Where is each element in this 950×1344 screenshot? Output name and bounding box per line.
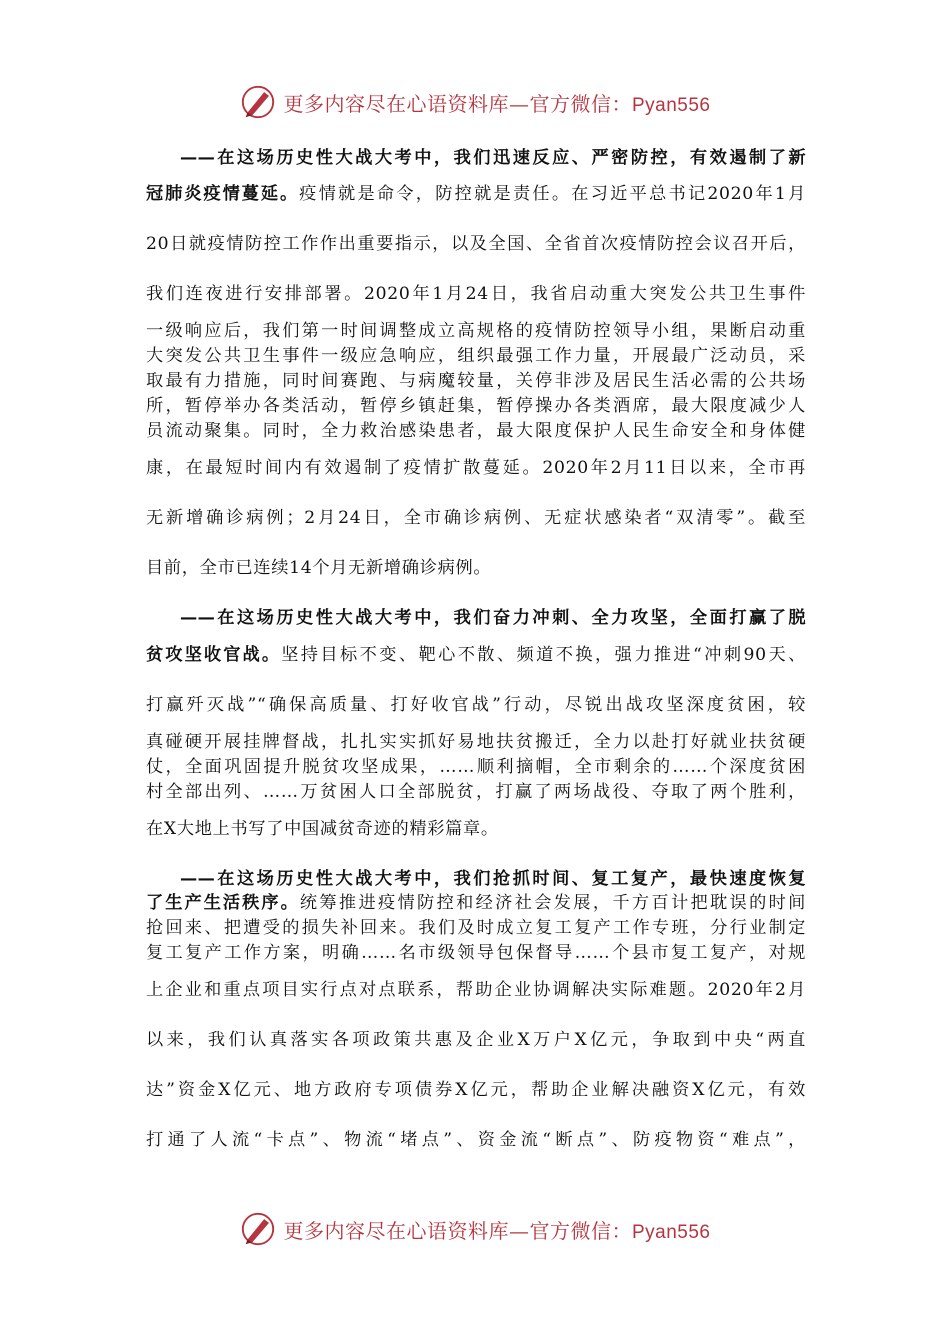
pen-logo-icon: [239, 1210, 277, 1248]
text-line: 打赢歼灭战”“确保高质量、打好收官战”行动，尽锐出战攻坚深度贫困，较: [146, 695, 806, 715]
text-line: 真碰硬开展挂牌督战，扎扎实实抓好易地扶贫搬迁，全力以赴打好就业扶贫硬: [146, 732, 806, 752]
text-line: 无新增确诊病例；2月24日，全市确诊病例、无症状感染者“双清零”。截至: [146, 508, 806, 528]
text-line: ——在这场历史性大战大考中，我们迅速反应、严密防控，有效遏制了新: [180, 148, 806, 168]
text-line: 上企业和重点项目实行点对点联系，帮助企业协调解决实际难题。2020年2月: [146, 980, 806, 1000]
text-line: 目前，全市已连续14个月无新增确诊病例。: [146, 558, 492, 578]
text-line: 村全部出列、……万贫困人口全部脱贫，打赢了两场战役、夺取了两个胜利，: [146, 782, 806, 802]
text-line: 20日就疫情防控工作作出重要指示，以及全国、全省首次疫情防控会议召开后，: [146, 234, 806, 254]
text-line: 了生产生活秩序。统筹推进疫情防控和经济社会发展，千方百计把耽误的时间: [146, 893, 807, 913]
text-line: 一级响应后，我们第一时间调整成立高规格的疫情防控领导小组，果断启动重: [146, 321, 806, 341]
text-line: 员流动聚集。同时，全力救治感染患者，最大限度保护人民生命安全和身体健: [146, 421, 806, 441]
text-line: 达”资金X亿元、地方政府专项债券X亿元，帮助企业解决融资X亿元，有效: [146, 1080, 806, 1100]
text-line: ——在这场历史性大战大考中，我们抢抓时间、复工复产，最快速度恢复: [180, 869, 806, 889]
text-line: 在X大地上书写了中国减贫奇迹的精彩篇章。: [146, 819, 499, 839]
text-line: 仗，全面巩固提升脱贫攻坚成果，……顺利摘帽，全市剩余的……个深度贫困: [146, 757, 806, 777]
text-line: 所，暂停举办各类活动，暂停乡镇赶集，暂停操办各类酒席，最大限度减少人: [146, 396, 806, 416]
text-line: 我们连夜进行安排部署。2020年1月24日，我省启动重大突发公共卫生事件: [146, 284, 806, 304]
text-line: 大突发公共卫生事件一级应急响应，组织最强工作力量，开展最广泛动员，采: [146, 346, 806, 366]
text-line: 取最有力措施，同时间赛跑、与病魔较量，关停非涉及居民生活必需的公共场: [146, 371, 806, 391]
text-line: 康，在最短时间内有效遏制了疫情扩散蔓延。2020年2月11日以来，全市再: [146, 458, 806, 478]
text-line: 打通了人流“卡点”、物流“堵点”、资金流“断点”、防疫物资“难点”，: [146, 1130, 806, 1150]
text-line: ——在这场历史性大战大考中，我们奋力冲刺、全力攻坚，全面打赢了脱: [180, 608, 806, 628]
banner-text: 更多内容尽在心语资料库—官方微信：Pyan556: [283, 91, 711, 116]
text-line: 抢回来、把遭受的损失补回来。我们及时成立复工复产工作专班，分行业制定: [146, 918, 806, 938]
text-line: 复工复产工作方案，明确……名市级领导包保督导……个县市复工复产，对规: [146, 943, 806, 963]
text-line: 冠肺炎疫情蔓延。疫情就是命令，防控就是责任。在习近平总书记2020年1月: [146, 184, 807, 204]
footer-banner: [0, 1205, 950, 1253]
banner-text: 更多内容尽在心语资料库—官方微信：Pyan556: [283, 1218, 711, 1243]
text-line: 以来，我们认真落实各项政策共惠及企业X万户X亿元，争取到中央“两直: [146, 1030, 806, 1050]
text-line: 贫攻坚收官战。坚持目标不变、靶心不散、频道不换，强力推进“冲刺90天、: [146, 645, 806, 665]
